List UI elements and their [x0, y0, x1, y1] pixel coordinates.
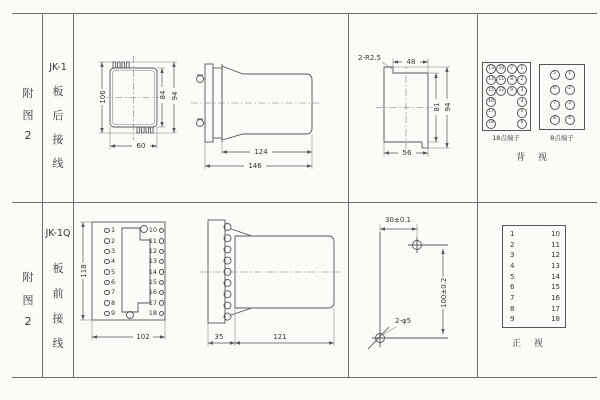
terminal-circle: 1	[517, 64, 527, 74]
jk1q-front-view-drawing	[72, 215, 192, 347]
terminal-row	[147, 298, 164, 308]
wiring-char: 前	[52, 287, 64, 300]
jk1q-left-terminals	[104, 226, 115, 319]
terminal-row	[510, 282, 514, 293]
terminal-dot-icon	[159, 311, 165, 317]
table-rule-middle	[12, 202, 597, 203]
terminal-number: 6	[510, 283, 515, 292]
terminal-row	[510, 240, 514, 251]
terminal-circle: 16	[486, 97, 496, 107]
terminal-dot-icon	[104, 300, 110, 306]
terminal-number: 18	[551, 315, 560, 324]
terminal-row	[147, 236, 164, 246]
terminal-number: 9	[510, 315, 515, 324]
terminal-dot-icon	[159, 249, 165, 255]
fig-char: 图	[22, 294, 34, 307]
terminal-circle: 7	[550, 100, 560, 110]
terminal-number: 4	[111, 257, 116, 266]
terminal-row	[510, 304, 514, 315]
terminal-circle: 6	[517, 119, 527, 129]
terminal-number: 14	[551, 272, 560, 281]
terminal-dot-icon	[159, 300, 165, 306]
terminal-number: 1	[111, 226, 116, 235]
terminal-circle: 4	[565, 115, 575, 125]
terminal-number: 6	[111, 278, 116, 287]
dim-124: 124	[250, 148, 272, 156]
terminal-number: 10	[148, 226, 157, 235]
terminal-circle: 11	[496, 75, 506, 85]
fig-char: 附	[22, 87, 34, 100]
terminal-row	[147, 308, 164, 318]
wiring-char: 接	[52, 312, 64, 325]
terminal-number: 12	[148, 247, 157, 256]
terminal-dot-icon	[104, 269, 110, 275]
terminal-block-8	[539, 64, 585, 130]
terminal-row	[510, 229, 514, 240]
table-rule-top	[12, 13, 597, 14]
terminal-number: 2	[111, 236, 116, 245]
front-view-label: 正 视	[512, 339, 548, 349]
terminal-dot-icon	[104, 311, 110, 317]
terminal-dot-icon	[159, 290, 165, 296]
terminal-dot-icon	[104, 238, 110, 244]
terminal-row	[147, 277, 164, 287]
terminal-circle: 13	[486, 64, 496, 74]
terminal-circle: 4	[517, 97, 527, 107]
terminal-row	[147, 257, 164, 267]
terminal-row	[104, 257, 115, 267]
fig-char: 2	[24, 129, 32, 142]
terminal-row	[147, 246, 164, 256]
terminal-number: 3	[111, 247, 116, 256]
dim-35: 35	[214, 333, 224, 341]
terminal-number: 11	[551, 240, 560, 249]
terminal-number: 9	[111, 309, 116, 318]
terminal-circle: 17	[486, 108, 496, 118]
terminal-number: 15	[551, 283, 560, 292]
terminal-row	[104, 236, 115, 246]
terminal-circle: 8	[550, 115, 560, 125]
terminal-row	[104, 267, 115, 277]
terminal-number: 17	[551, 304, 560, 313]
terminal-block-18-label: 18点端子	[492, 134, 520, 142]
terminal-number: 7	[111, 288, 116, 297]
dim-48: 48	[402, 58, 420, 66]
terminal-block-18	[482, 62, 531, 131]
fig-label-row1	[19, 85, 37, 142]
terminal-number: 4	[510, 261, 515, 270]
terminal-row	[147, 226, 164, 236]
terminal-circle: 2	[517, 75, 527, 85]
terminal-circle: 14	[486, 75, 496, 85]
wiring-label-row1	[49, 83, 67, 171]
dim-118: 118	[80, 264, 88, 278]
terminal-row	[510, 250, 514, 261]
terminal-circle: 3	[517, 86, 527, 96]
jk1-panel-cutout-drawing	[352, 50, 472, 162]
terminal-row	[551, 240, 560, 251]
dim-2-r2.5: 2-R2.5	[358, 54, 381, 62]
jk1q-right-terminals	[147, 226, 164, 319]
terminal-row	[551, 315, 560, 326]
table-rule-v4	[477, 13, 478, 378]
wiring-label-row2	[49, 260, 67, 351]
terminal-row	[104, 226, 115, 236]
terminal-number: 16	[551, 293, 560, 302]
wiring-char: 板	[52, 262, 64, 275]
terminal-dot-icon	[159, 259, 165, 265]
table-rule-bottom	[12, 377, 597, 378]
terminal-circle: 5	[550, 70, 560, 80]
terminal-number: 15	[148, 278, 157, 287]
wiring-char: 板	[52, 85, 64, 98]
dim-60: 60	[132, 142, 150, 150]
dim-94-cutout: 94	[444, 99, 452, 115]
terminal-circle: 12	[496, 86, 506, 96]
terminal-number: 5	[510, 272, 515, 281]
fig-char: 附	[22, 271, 34, 284]
dim-2-phi5: 2-φ5	[395, 317, 412, 325]
terminal-row	[104, 298, 115, 308]
terminal-circle: 3	[565, 100, 575, 110]
table-rule-v3	[348, 13, 349, 378]
terminal-dot-icon	[104, 249, 110, 255]
terminal-number: 8	[510, 304, 515, 313]
terminal-number: 18	[148, 309, 157, 318]
terminal-row	[104, 246, 115, 256]
terminal-circle: 6	[550, 85, 560, 95]
terminal-circle: 1	[565, 70, 575, 80]
terminal-number: 17	[148, 298, 157, 307]
rear-view-label: 背 视	[516, 153, 552, 163]
terminal-circle: 8	[507, 75, 517, 85]
terminal-dot-icon	[104, 259, 110, 265]
terminal-dot-icon	[104, 290, 110, 296]
terminal-number: 16	[148, 288, 157, 297]
dim-121: 121	[273, 333, 287, 341]
wiring-char: 接	[52, 133, 64, 146]
dim-102: 102	[133, 333, 153, 341]
terminal-dot-icon	[104, 280, 110, 286]
dim-81: 81	[433, 99, 441, 115]
terminal-row	[104, 288, 115, 298]
dim-100: 100±0.2	[440, 277, 448, 308]
wiring-char: 线	[52, 157, 64, 170]
terminal-table-right-column	[544, 229, 560, 325]
terminal-row	[510, 261, 514, 272]
terminal-number: 7	[510, 293, 515, 302]
terminal-dot-icon	[159, 269, 165, 275]
terminal-circle: 18	[486, 119, 496, 129]
terminal-row	[510, 315, 514, 326]
drilling-plan-drawing	[352, 208, 477, 353]
terminal-row	[551, 272, 560, 283]
terminal-row	[551, 229, 560, 240]
terminal-table-left-column	[510, 229, 514, 325]
fig-char: 2	[24, 315, 32, 328]
terminal-row	[147, 267, 164, 277]
terminal-row	[551, 304, 560, 315]
model-label-jk1q: JK-1Q	[45, 228, 71, 239]
table-rule-v1	[42, 13, 43, 378]
terminal-number: 3	[510, 251, 515, 260]
terminal-row	[551, 250, 560, 261]
jk1q-side-view-drawing	[200, 215, 340, 350]
terminal-number: 1	[510, 229, 515, 238]
terminal-number: 11	[148, 236, 157, 245]
dim-146: 146	[244, 162, 266, 170]
terminal-number: 8	[111, 298, 116, 307]
terminal-block-8-label: 8点端子	[550, 134, 574, 142]
terminal-circle: 5	[517, 108, 527, 118]
terminal-row	[510, 293, 514, 304]
dim-56: 56	[398, 149, 416, 157]
terminal-circle: 10	[496, 64, 506, 74]
terminal-number: 5	[111, 267, 116, 276]
dim-84: 84	[159, 87, 167, 103]
terminal-dot-icon	[159, 238, 165, 244]
terminal-dot-icon	[159, 228, 165, 234]
dim-94: 94	[171, 88, 179, 104]
terminal-circle: 2	[565, 85, 575, 95]
terminal-row	[551, 282, 560, 293]
model-label-jk1: JK-1	[49, 62, 67, 73]
dim-30: 30±0.1	[385, 216, 411, 224]
fig-label-row2	[19, 269, 37, 328]
dim-106: 106	[99, 90, 107, 104]
terminal-dot-icon	[159, 280, 165, 286]
wiring-char: 后	[52, 109, 64, 122]
terminal-number: 14	[148, 267, 157, 276]
fig-char: 图	[22, 109, 34, 122]
terminal-circle: 9	[507, 86, 517, 96]
terminal-circle: 15	[486, 86, 496, 96]
terminal-row	[147, 288, 164, 298]
wiring-char: 线	[52, 337, 64, 350]
terminal-number: 12	[551, 251, 560, 260]
terminal-dot-icon	[104, 228, 110, 234]
terminal-row	[551, 293, 560, 304]
terminal-row	[510, 272, 514, 283]
terminal-number: 10	[551, 229, 560, 238]
terminal-row	[104, 277, 115, 287]
terminal-number: 13	[551, 261, 560, 270]
terminal-row	[104, 308, 115, 318]
terminal-number: 2	[510, 240, 515, 249]
terminal-number: 13	[148, 257, 157, 266]
terminal-row	[551, 261, 560, 272]
terminal-circle: 7	[507, 64, 517, 74]
